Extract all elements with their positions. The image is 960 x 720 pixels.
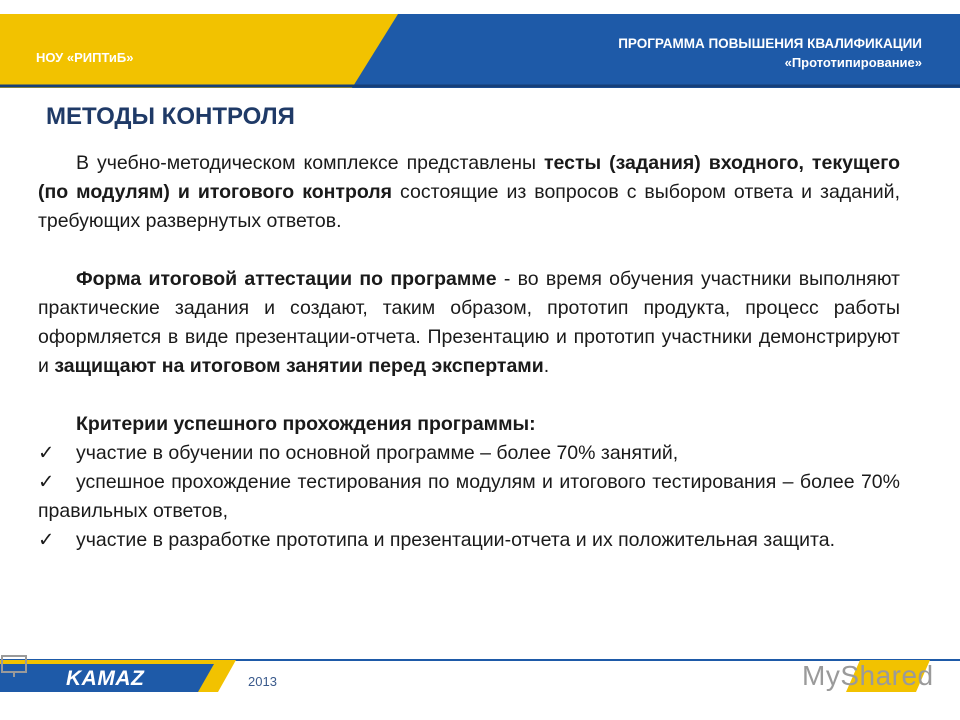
criteria-item-text: успешное прохождение тестирования по модулям и итогового тестирования – более 70% правильных ответов, (38, 471, 900, 522)
presentation-icon (0, 654, 30, 678)
criteria-item (38, 439, 900, 468)
footer-year: 2013 (248, 674, 277, 689)
organization-name: НОУ «РИПТиБ» (36, 50, 134, 65)
page-title: МЕТОДЫ КОНТРОЛЯ (46, 103, 295, 130)
bold-span: тесты (задания) входного, текущего (по модулям) и итогового контроля (38, 152, 900, 203)
checkmark-icon: ✓ (38, 529, 55, 551)
checkmark-icon: ✓ (38, 442, 55, 464)
criteria-item-text: участие в обучении по основной программе – более 70% занятий, (76, 442, 679, 464)
text-span: В учебно-методическом комплексе представлены (76, 152, 544, 174)
watermark-text: MyShared (802, 660, 934, 691)
bold-span: Форма итоговой аттестации по программе (76, 268, 497, 290)
text-span: - во время обучения участники выполняют практические задания и создают, таким образом, прототип продукта, процесс работы оформляется в виде презентации-отчета. Презентацию и прототип участники демонстрируют и (38, 268, 900, 377)
paragraph-tests (38, 149, 900, 236)
spacer (38, 236, 900, 265)
criteria-item-text: участие в разработке прототипа и презентации-отчета и их положительная защита. (76, 529, 835, 551)
checkmark-icon: ✓ (38, 471, 55, 493)
text-span: состоящие из вопросов с выбором ответа и заданий, требующих развернутых ответов. (38, 181, 900, 232)
program-title: ПРОГРАММА ПОВЫШЕНИЯ КВАЛИФИКАЦИИ (618, 36, 922, 51)
slide-body (38, 149, 900, 555)
spacer (38, 381, 900, 410)
bold-span: защищают на итоговом занятии перед экспертами (54, 355, 544, 377)
paragraph-attestation (38, 265, 900, 381)
kamaz-logo: KAMAZ (66, 667, 145, 690)
header-bar (0, 0, 960, 88)
criteria-heading: Критерии успешного прохождения программы: (76, 413, 536, 435)
criteria-item (38, 468, 900, 526)
text-span: . (543, 355, 550, 377)
program-subtitle: «Прототипирование» (784, 55, 922, 70)
footer-bar (0, 654, 960, 720)
criteria-item (38, 526, 900, 555)
